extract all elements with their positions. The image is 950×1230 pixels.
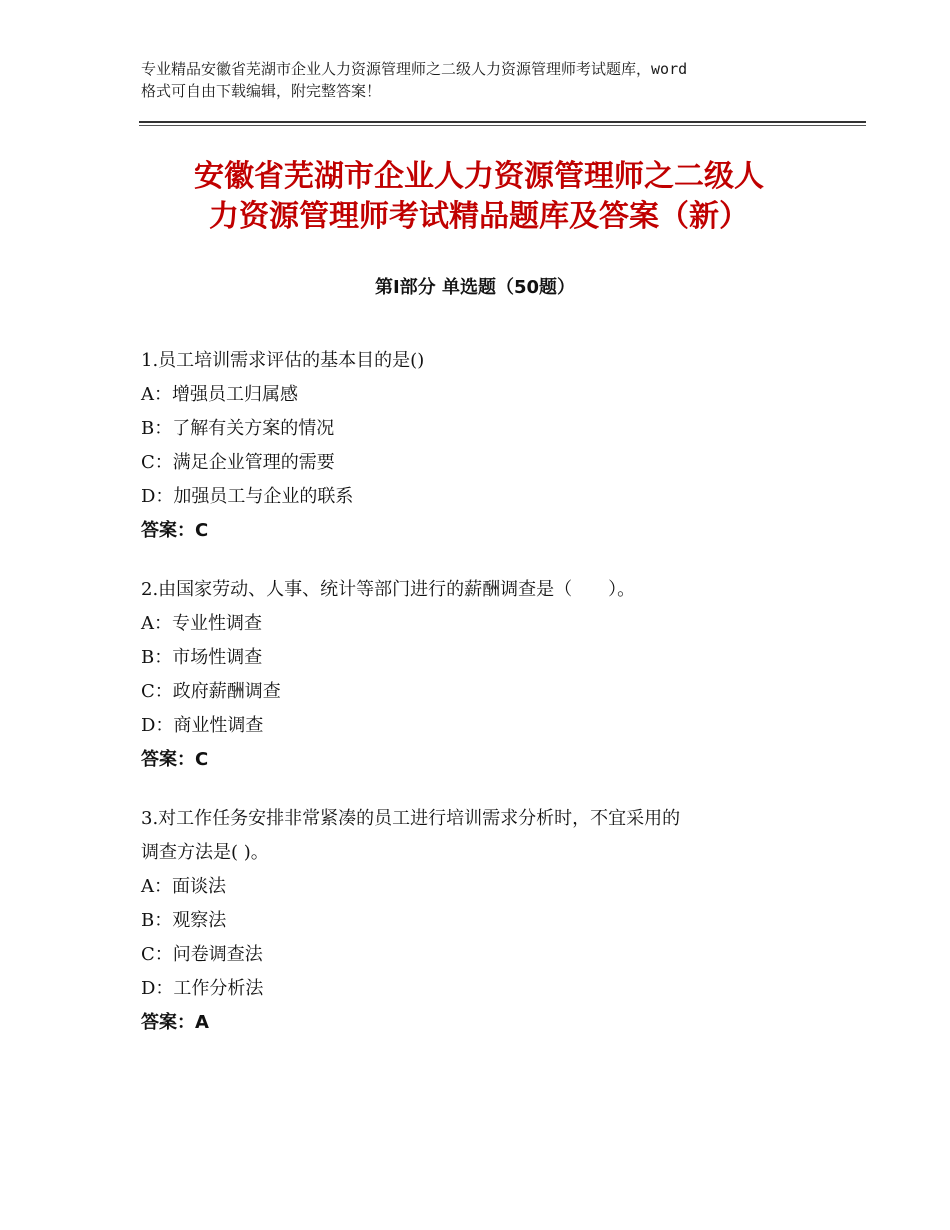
option-b: B：了解有关方案的情况 [141,418,335,439]
question-stem-continued: 调查方法是( )。 [141,842,269,863]
option-a: A：增强员工归属感 [141,384,298,405]
document-title-line-1: 安徽省芜湖市企业人力资源管理师之二级人 [194,159,764,194]
option-c: C：满足企业管理的需要 [141,452,335,473]
answer-line: 答案：A [141,1012,209,1033]
option-d: D：加强员工与企业的联系 [141,486,354,507]
option-b: B：观察法 [141,910,227,931]
option-d: D：工作分析法 [141,978,264,999]
header-note-line-1: 专业精品安徽省芜湖市企业人力资源管理师之二级人力资源管理师考试题库，word [141,60,688,78]
question-list [141,344,821,1065]
option-a: A：专业性调查 [141,613,262,634]
option-c: C：问卷调查法 [141,944,263,965]
header-divider-thin [139,125,866,126]
document-title-line-2: 力资源管理师考试精品题库及答案（新） [209,199,749,234]
question-stem: 1.员工培训需求评估的基本目的是() [141,350,425,371]
answer-line: 答案：C [141,749,209,770]
question-2 [141,573,821,777]
question-3 [141,802,821,1040]
section-heading: 第Ⅰ部分 单选题（50题） [374,277,575,298]
question-stem: 2.由国家劳动、人事、统计等部门进行的薪酬调查是（ ）。 [141,579,636,600]
question-stem: 3.对工作任务安排非常紧凑的员工进行培训需求分析时，不宜采用的 [141,808,681,829]
header-note [141,58,831,102]
option-a: A：面谈法 [141,876,226,897]
header-note-line-2: 格式可自由下载编辑，附完整答案！ [141,82,382,100]
header-divider-thick [139,121,866,123]
option-c: C：政府薪酬调查 [141,681,281,702]
option-d: D：商业性调查 [141,715,264,736]
question-1 [141,344,821,548]
option-b: B：市场性调查 [141,647,263,668]
document-title [139,157,819,237]
answer-line: 答案：C [141,520,209,541]
